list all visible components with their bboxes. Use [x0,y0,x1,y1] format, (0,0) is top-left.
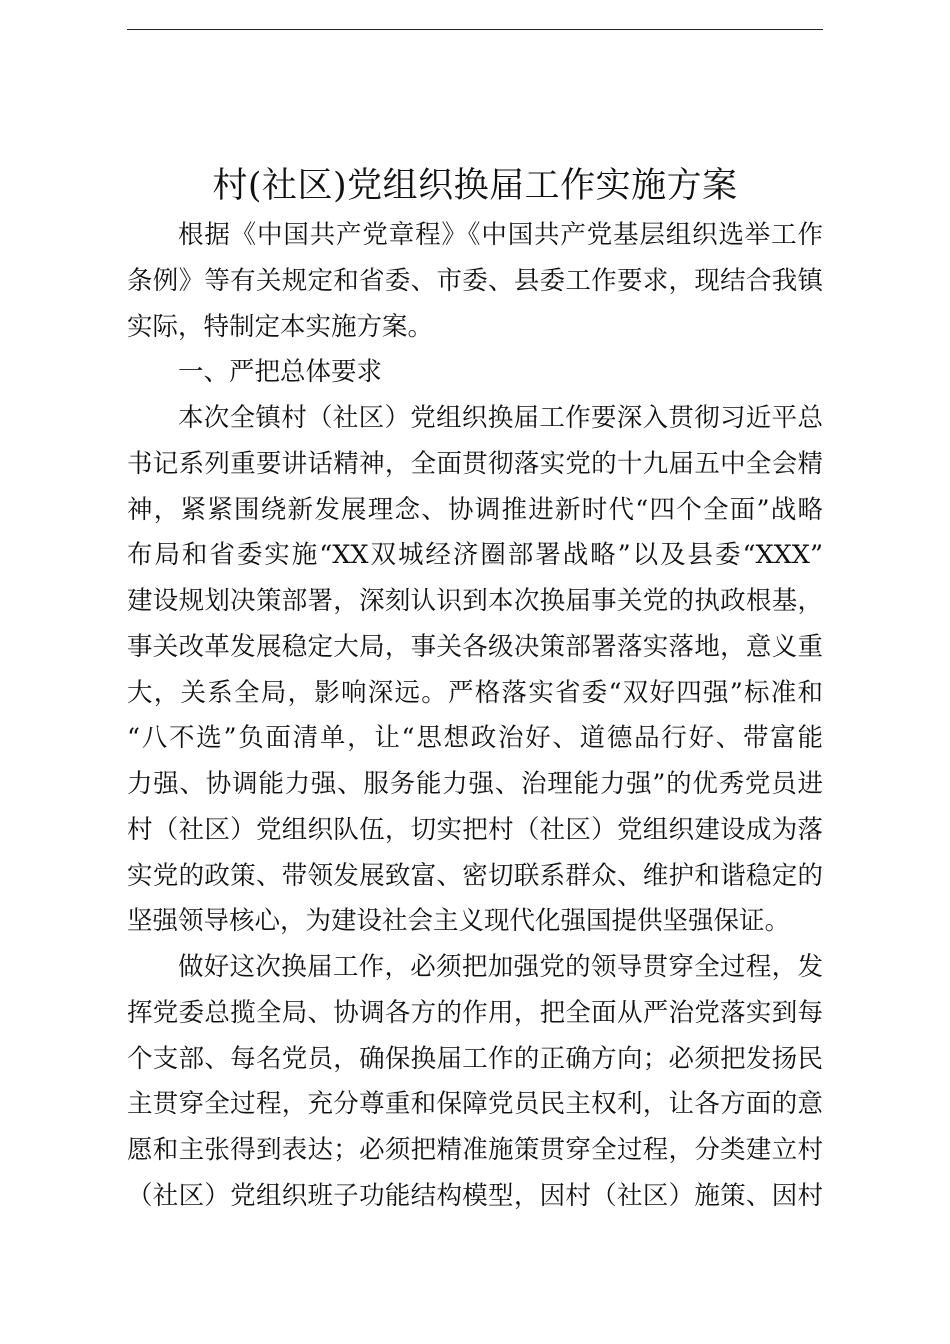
text-line: 建设规划决策部署，深刻认识到本次换届事关党的执政根基， [127,586,823,616]
text-line: 挥党委总揽全局、协调各方的作用，把全面从严治党落实到每 [127,997,823,1028]
text-line: 根据《中国共产党章程》《中国共产党基层组织选举工作 [178,220,823,250]
text-line: 事关改革发展稳定大局，事关各级决策部署落实落地，意义重 [127,631,823,662]
text-line: 主贯穿全过程，充分尊重和保障党员民主权利，让各方面的意 [127,1089,823,1120]
text-line: 条例》等有关规定和省委、市委、县委工作要求，现结合我镇 [127,265,823,296]
text-line: 书记系列重要讲话精神，全面贯彻落实党的十九届五中全会精 [127,448,823,479]
text-line: 村（社区）党组织队伍，切实把村（社区）党组织建设成为落 [127,814,823,845]
text-line: 大，关系全局，影响深远。严格落实省委“双好四强”标准和 [127,677,823,708]
text-line: 力强、协调能力强、服务能力强、治理能力强”的优秀党员进 [127,769,823,799]
text-line: “八不选”负面清单，让“思想政治好、道德品行好、带富能 [127,723,823,754]
text-line: 一、严把总体要求 [178,357,383,388]
document-body [127,213,823,1220]
document-title: 村(社区)党组织换届工作实施方案 [212,166,738,206]
text-line: 个支部、每名党员，确保换届工作的正确方向；必须把发扬民 [127,1043,823,1074]
text-line: 愿和主张得到表达；必须把精准施策贯穿全过程，分类建立村 [127,1135,823,1165]
text-line: 布局和省委实施“XX双城经济圈部署战略”以及县委“XXX” [127,540,823,571]
paragraph-body [127,945,823,1220]
text-line: 做好这次换届工作，必须把加强党的领导贯穿全过程，发 [178,952,823,982]
paragraph-body [127,396,823,945]
text-line: 实际，特制定本实施方案。 [127,311,434,342]
text-line: 实党的政策、带领发展致富、密切联系群众、维护和谐稳定的 [127,860,823,891]
text-line: 本次全镇村（社区）党组织换届工作要深入贯彻习近平总 [178,403,823,433]
text-line: 坚强领导核心，为建设社会主义现代化强国提供坚强保证。 [127,906,791,937]
header-rule [127,29,823,30]
text-line: 神，紧紧围绕新发展理念、协调推进新时代“四个全面”战略 [127,494,823,525]
text-line: （社区）党组织班子功能结构模型，因村（社区）施策、因村 [127,1180,823,1211]
paragraph-intro [127,213,823,350]
section-heading [127,350,823,396]
